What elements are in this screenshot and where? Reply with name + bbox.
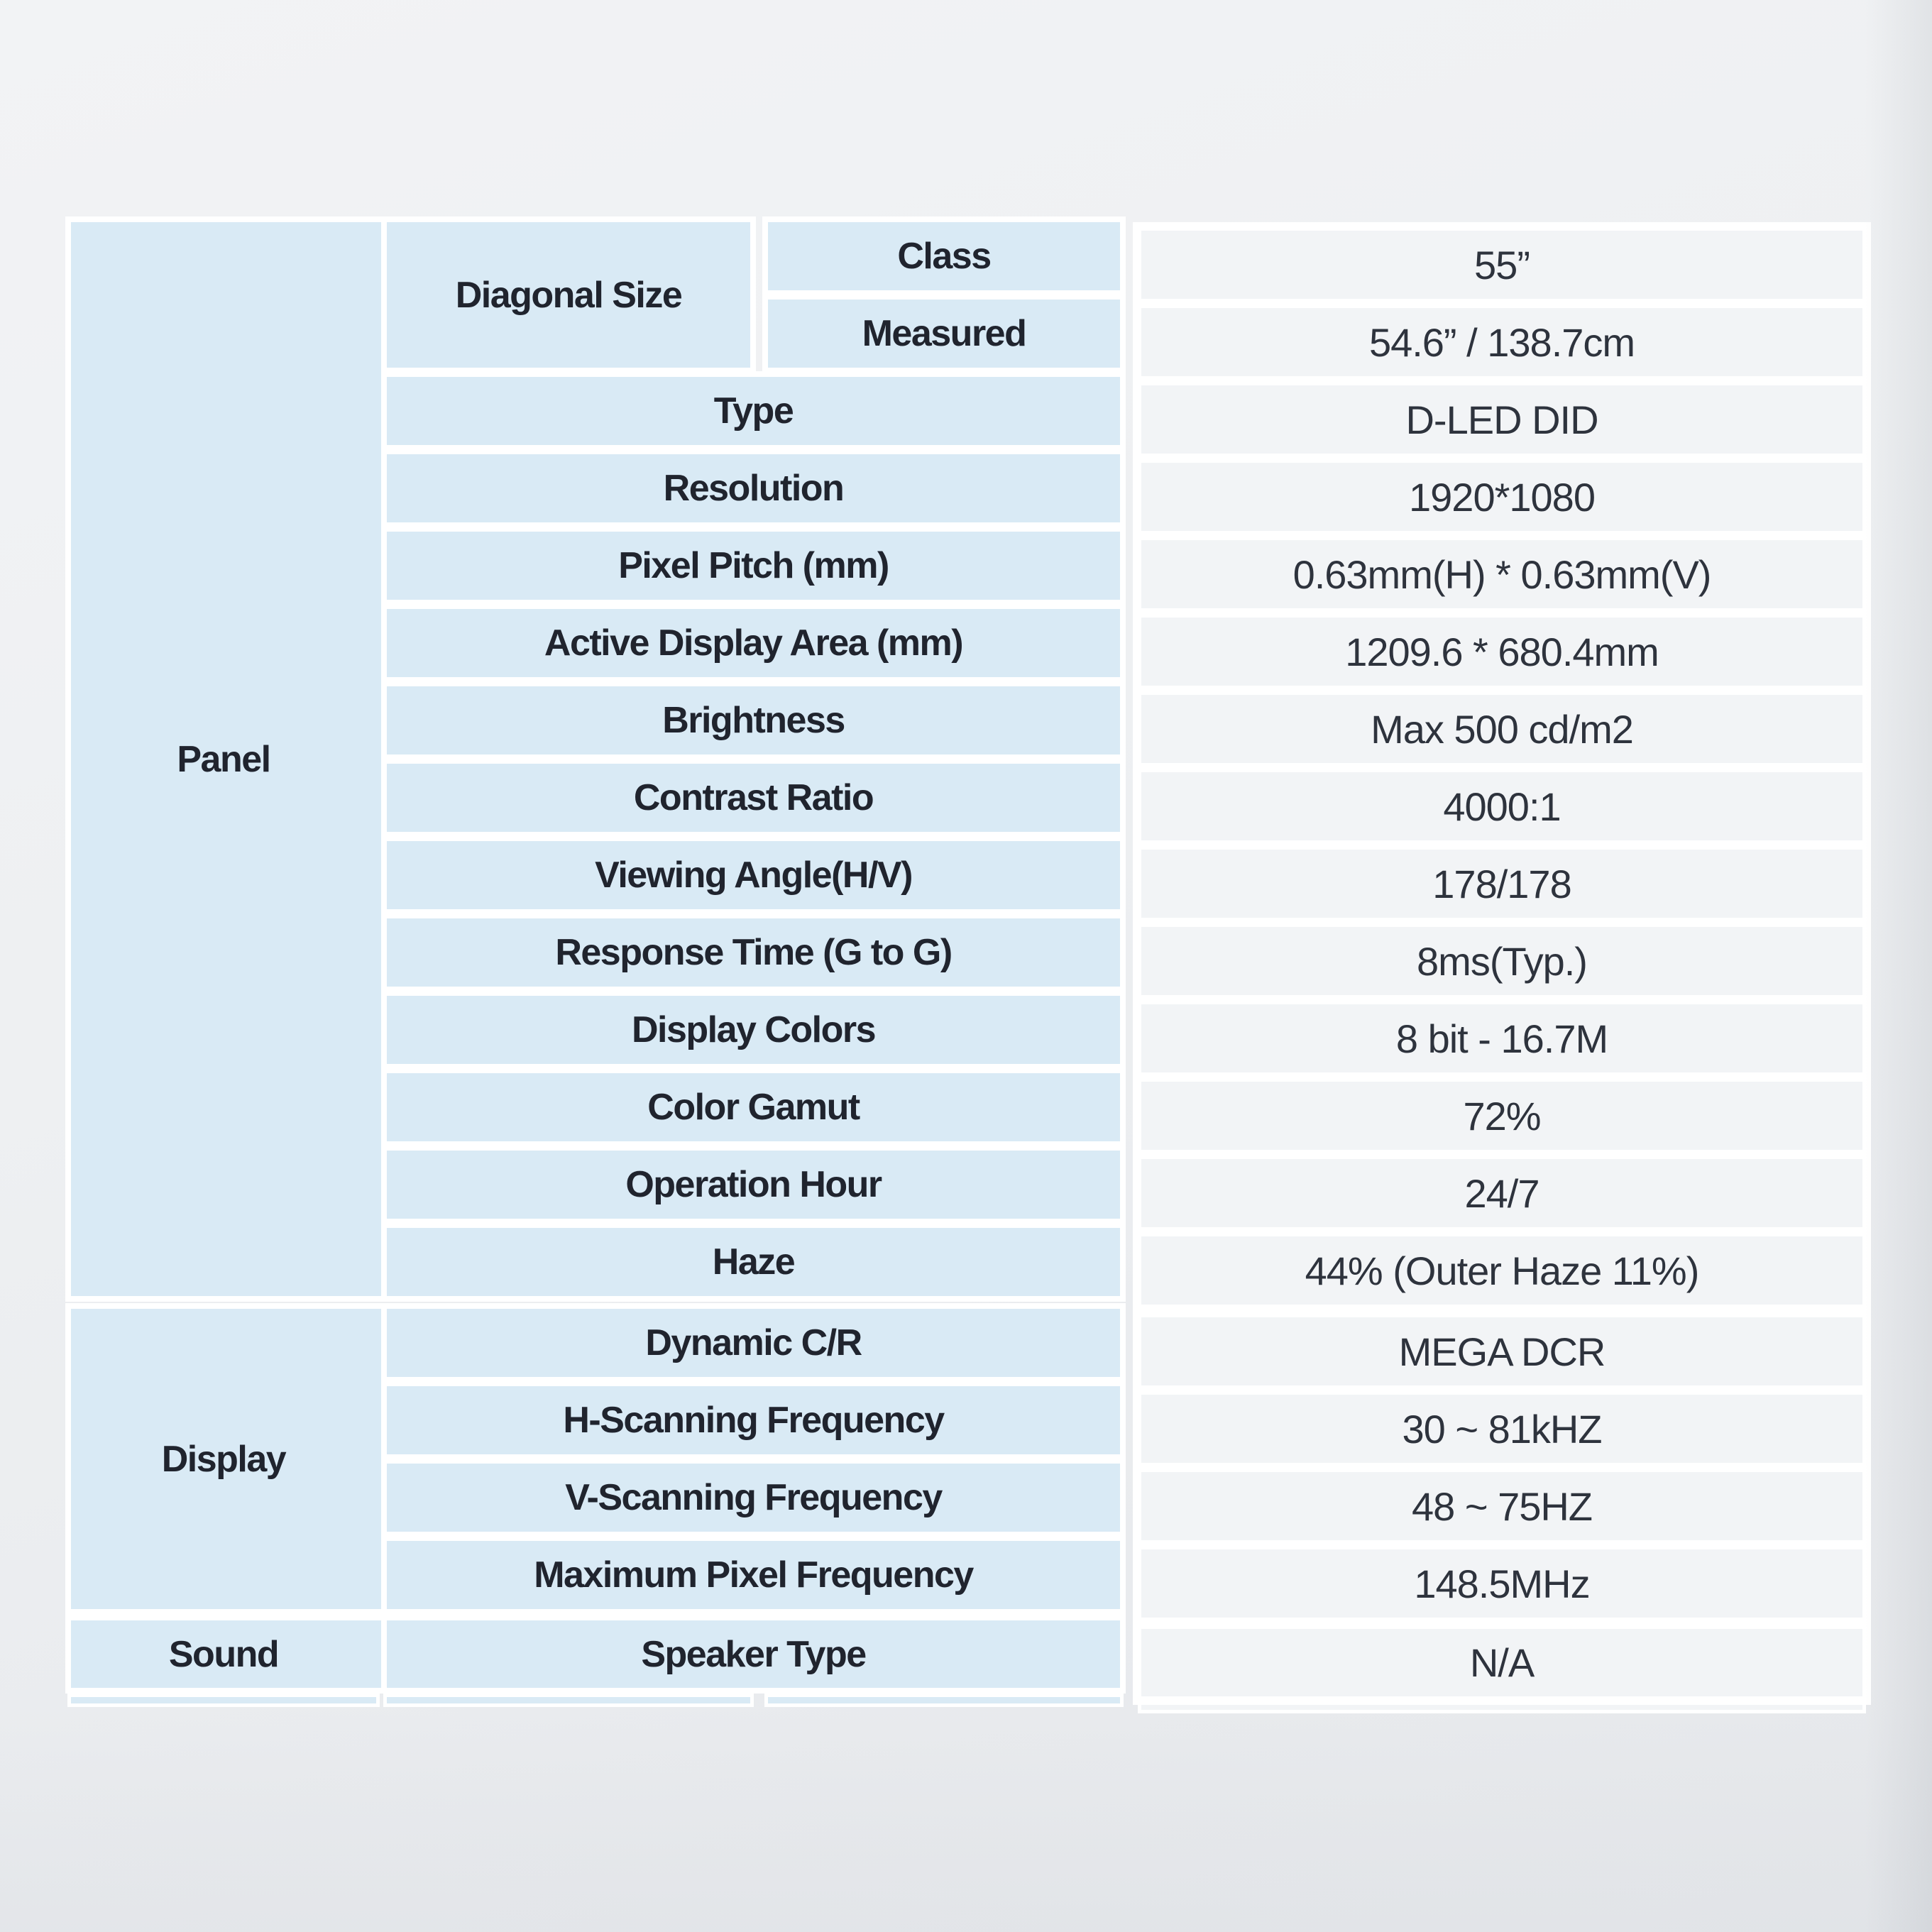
cutoff-row-spec-cell-left [387,1697,750,1703]
spec-value-resolution: 1920*1080 [1141,463,1862,531]
spec-label-type: Type [387,377,1120,445]
spec-value-max-pixel-frequency: 148.5MHz [1141,1549,1862,1618]
spec-label-response-time: Response Time (G to G) [387,918,1120,987]
category-label-panel: Panel [177,738,270,780]
spec-value-display-colors: 8 bit - 16.7M [1141,1004,1862,1072]
spec-label-contrast-ratio: Contrast Ratio [387,764,1120,832]
spec-label-resolution: Resolution [387,454,1120,522]
spec-value-pixel-pitch: 0.63mm(H) * 0.63mm(V) [1141,540,1862,608]
spec-value-type: D-LED DID [1141,385,1862,454]
spec-label-h-scanning: H-Scanning Frequency [387,1386,1120,1454]
spec-label-haze: Haze [387,1228,1120,1296]
spec-value-dynamic-cr: MEGA DCR [1141,1317,1862,1385]
spec-label-diagonal-size [387,222,750,368]
spec-label-dynamic-cr: Dynamic C/R [387,1309,1120,1377]
spec-label-operation-hour: Operation Hour [387,1151,1120,1219]
spec-value-contrast-ratio: 4000:1 [1141,772,1862,840]
spec-value-operation-hour: 24/7 [1141,1159,1862,1227]
spec-value-viewing-angle: 178/178 [1141,850,1862,918]
spec-value-v-scanning: 48 ~ 75HZ [1141,1472,1862,1540]
spec-label-speaker-type: Speaker Type [387,1620,1120,1688]
spec-label-measured: Measured [768,300,1120,368]
spec-value-response-time: 8ms(Typ.) [1141,927,1862,995]
spec-value-speaker-type: N/A [1141,1629,1862,1696]
spec-label-active-display-area: Active Display Area (mm) [387,609,1120,677]
spec-label-max-pixel-frequency: Maximum Pixel Frequency [387,1541,1120,1609]
category-label-sound: Sound [168,1633,279,1675]
spec-label-color-gamut: Color Gamut [387,1073,1120,1141]
spec-value-active-display-area: 1209.6 * 680.4mm [1141,618,1862,686]
spec-label-viewing-angle: Viewing Angle(H/V) [387,841,1120,909]
spec-value-class: 55” [1141,231,1862,299]
spec-value-brightness: Max 500 cd/m2 [1141,695,1862,763]
spec-label-display-colors: Display Colors [387,996,1120,1064]
spec-label-v-scanning: V-Scanning Frequency [387,1464,1120,1532]
cutoff-row-value-cell [1141,1705,1862,1710]
spec-value-h-scanning: 30 ~ 81kHZ [1141,1395,1862,1463]
spec-value-color-gamut: 72% [1141,1082,1862,1150]
spec-label-brightness: Brightness [387,686,1120,754]
cutoff-row-spec-cell-right [768,1697,1120,1703]
spec-value-measured: 54.6” / 138.7cm [1141,308,1862,376]
spec-label-pixel-pitch: Pixel Pitch (mm) [387,532,1120,600]
diagonal-size-label: Diagonal Size [455,274,682,316]
category-label-display: Display [161,1438,286,1480]
spec-value-haze: 44% (Outer Haze 11%) [1141,1236,1862,1305]
spec-label-class: Class [768,222,1120,290]
cutoff-row-category-cell [71,1697,376,1703]
